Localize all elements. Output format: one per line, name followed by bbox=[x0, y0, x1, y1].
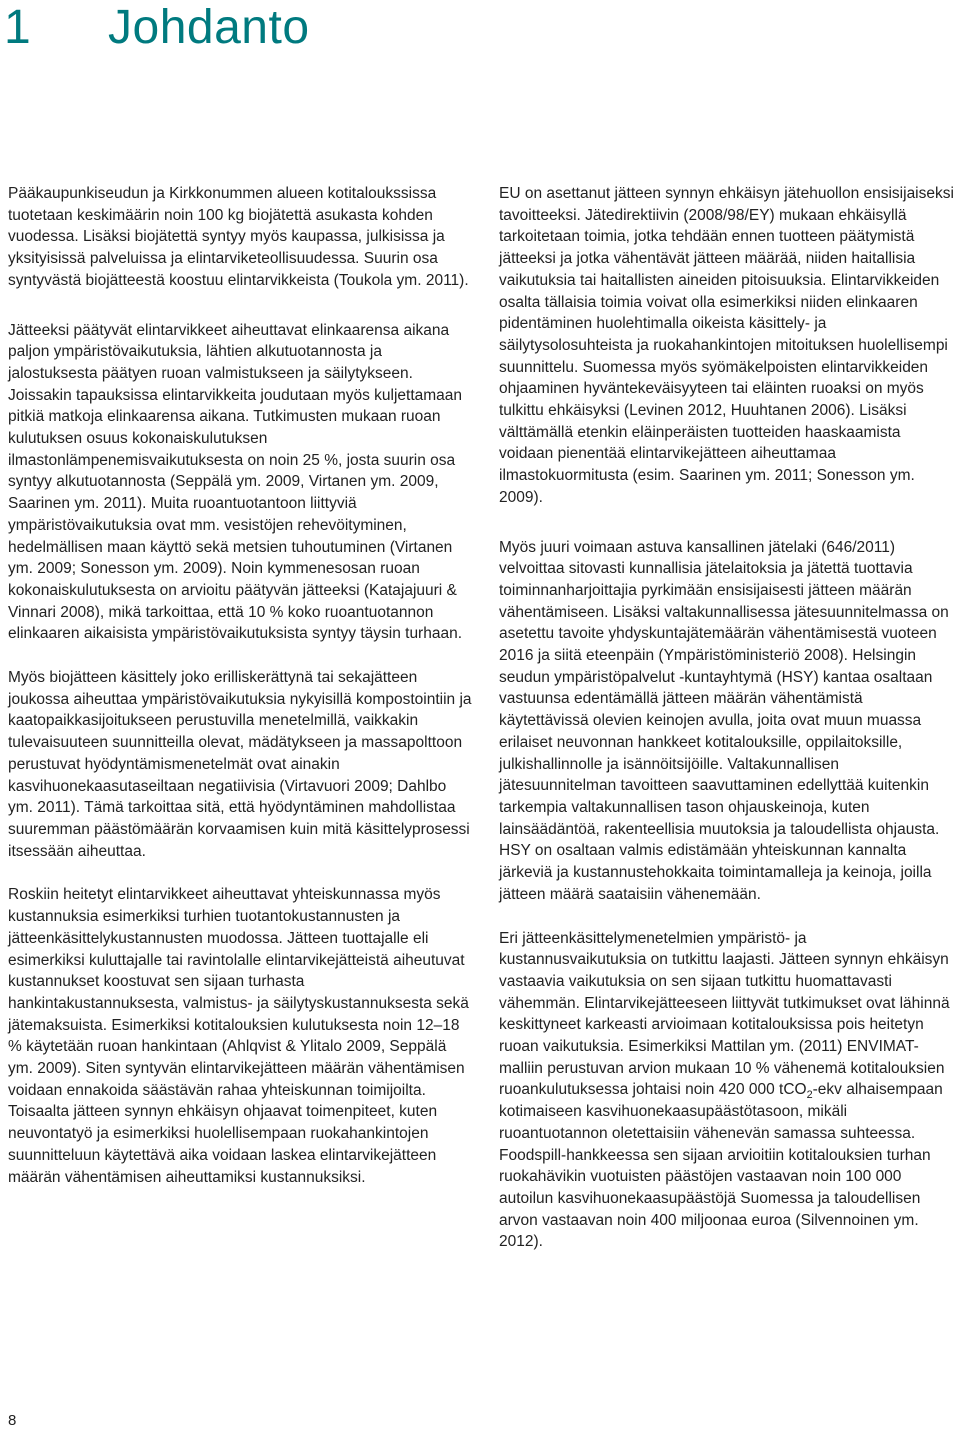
paragraph: Pääkaupunkiseudun ja Kirkkonummen alueen kotitaloukssissa tuotetaan keskimäärin noin 100 kg biojätettä asukasta kohden vuodessa. Lisäksi biojätettä syntyy myös kaupassa, julkisissa ja yksityisissä palveluissa ja elintarviketeollisuudessa. Suurin osa syntyvästä biojätteestä koostuu elintarvikkeista (Toukola ym. 2011). bbox=[8, 185, 469, 289]
paragraph: Myös juuri voimaan astuva kansallinen jätelaki (646/2011) velvoittaa sitovasti kunnallisia jätelaitoksia ja jätettä tuottavia toiminnanharjoittajia pyrkimään ensisijaisesti jätteen määrän vähentämiseen. Lisäksi valtakunnallisessa jätesuunnitelmassa on asetettu tavoite yhdyskuntajätemäärän vähentämisestä vuoteen 2016 ja siitä eteenpäin (Ympäristöministeriö 2008). Helsingin seudun ympäristöpalvelut -kuntayhtymä (HSY) kantaa osaltaan vastuunsa edentämällä jätteen määrän vähentämistä käytettävissä olevien keinojen avulla, joita ovat muun muassa erilaiset neuvonnan hankkeet kotitalouksille, oppilaitoksille, julkishallinnolle ja isännöitsijöille. Valtakunnallisen jätesuunnitelman tavoitteen saavuttaminen edellyttää kuitenkin tarkempia valtakunnallisen tason ohjauskeinoja, kuten lainsäädäntöä, rakenteellisia muutoksia ja taloudellista ohjausta. HSY on osaltaan valmis edistämään yhteiskunnan kannalta järkeviä ja kustannustehokkaita toimintamalleja ja keinoja, joilla jätteen määrä saataisiin vähenemään. bbox=[499, 538, 949, 903]
paragraph: Myös biojätteen käsittely joko erilliskerättynä tai sekajätteen joukossa aiheuttaa ympäristövaikutuksia nykyisillä kompostointiin ja kaatopaikkasijoitukseen perustuvilla menetelmillä, vaikkakin tulevaisuuteen suunnitteilla olevat, mädätykseen ja massapolttoon perustuvat hyödyntämismenetelmät ovat ainakin kasvihuonekaasutaseiltaan negatiivisia (Virtavuori 2009; Dahlbo ym. 2011). Tämä tarkoittaa sitä, että hyödyntäminen mahdollistaa suuremman päästömäärän korvaamisen kuin mitä käsittelyprosessi itsessään aiheuttaa. bbox=[8, 669, 472, 860]
right-column bbox=[499, 183, 955, 1275]
chapter-number: 1 bbox=[4, 1, 32, 54]
page-number: 8 bbox=[8, 1412, 17, 1429]
paragraph-with-subscript bbox=[499, 928, 955, 1254]
paragraph: Roskiin heitetyt elintarvikkeet aiheuttavat yhteiskunnassa myös kustannuksia esimerkiksi turhien tuotantokustannusten ja jätteenkäsittelykustannusten muodossa. Jätteen tuottajalle eli esimerkiksi kuluttajalle tai ravintolalle elintarvikejätteistä aiheutuvat kustannukset koostuvat sen sijaan turhasta hankintakustannuksesta, valmistus- ja säilytyskustannuksesta sekä jätemaksuista. Esimerkiksi kotitalouksien kulutuksesta noin 12–18 % käytetään ruoan hankintaan (Ahlqvist & Ylitalo 2009, Seppälä ym. 2009). Siten syntyvän elintarvikejätteen määrän vähentämisen voidaan ennakoida säästävän rahaa yhteiskunnan toimijoilta. Toisaalta jätteen synnyn ehkäisyn ohjaavat toimenpiteet, kuten neuvontatyö ja esimerkiksi huolellisempaan ruokahankintojen suunnitteluun käytettävä aika voidaan laskea elintarvikejätteen määrän vähentämisen aiheuttamiksi kustannuksiksi. bbox=[8, 886, 469, 1186]
paragraph-text-before: Eri jätteenkäsittelymenetelmien ympäristö- ja kustannusvaikutuksia on tutkittu laajasti. Jätteen synnyn ehkäisyn vastaavia vaikutuksia on sen sijaan tutkittu huomattavasti vähemmän. Elintarvikejätteeseen liittyvät tutkimukset ovat lähinnä keskittyneet karkeasti arvioimaan kotitalouksissa pois heitetyn ruoan vaikutuksia. Esimerkiksi Mattilan ym. (2011) ENVIMAT-malliin perustuvan arvion mukaan 10 % vähenemä kotitalouksien ruoankulutuksessa johtaisi noin 420 000 tCO bbox=[499, 929, 950, 1099]
chapter-title: Johdanto bbox=[108, 1, 310, 54]
paragraph: Jätteeksi päätyvät elintarvikkeet aiheuttavat elinkaarensa aikana paljon ympäristövaikutuksia, lähtien alkutuotannosta ja jalostuksesta päätyen ruoan valmistukseen ja säilytykseen. Joissakin tapauksissa elintarvikkeita joudutaan myös kuljettamaan pitkiä matkoja elinkaarensa aikana. Tutkimusten mukaan ruoan kulutuksen osuus kokonaiskulutuksen ilmastonlämpenemisvaikutuksesta on noin 25 %, josta suurin osa syntyy alkutuotannosta (Seppälä ym. 2009, Virtanen ym. 2009, Saarinen ym. 2011). Muita ruoantuotantoon liittyviä ympäristövaikutuksia ovat mm. vesistöjen rehevöityminen, hedelmällisen maan käyttö sekä metsien tuhoutuminen (Virtanen ym. 2009; Sonesson ym. 2009). Noin kymmenesosan ruoan kokonaiskulutuksesta on arvioitu päätyvän jätteeksi (Katajajuuri & Vinnari 2008), mikä tarkoittaa, että 10 % koko ruoantuotannon elinkaaren aikaisista ympäristövaikutuksista syntyy täysin turhaan. bbox=[8, 321, 463, 643]
left-column bbox=[8, 183, 472, 1210]
paragraph-text-after: -ekv alhaisempaan kotimaiseen kasvihuonekaasupäästötasoon, mikäli ruoantuotannon oletettaisiin vähenevän samassa suhteessa. Foodspill-hankkeessa sen sijaan arvioitiin kotitalouksien turhan ruokahävikin vuotuisten päästöjen vastaavan noin 100 000 autoilun kasvihuonekaasupäästöjä Suomessa ja taloudellisen arvon vastaavan noin 400 miljoonaa euroa (Silvennoinen ym. 2012). bbox=[499, 1081, 943, 1251]
co2-subscript: 2 bbox=[806, 1089, 813, 1102]
chapter-heading bbox=[0, 0, 310, 60]
paragraph: EU on asettanut jätteen synnyn ehkäisyn jätehuollon ensisijaiseksi tavoitteeksi. Jätedirektiivin (2008/98/EY) mukaan ehkäisyllä tarkoitetaan toimia, jotka tehdään ennen tuotteen päätymistä jätteeksi ja jotka vähentävät jätteen määrää, niiden haitallisia vaikutuksia tai haitallisten aineiden pitoisuuksia. Elintarvikkeiden osalta tällaisia toimia voivat olla esimerkiksi niiden elinkaaren pidentäminen huolehtimalla oikeista käsittely- ja säilytysolosuhteista ja ruokahankintojen mitoituksen huolellisempi suunnittelu. Suomessa myös syömäkelpoisten elintarvikkeiden ohjaaminen hyväntekeväisyyteen tai eläinten ruoaksi on myös tulkittu ehkäisyksi (Levinen 2012, Huuhtanen 2006). Lisäksi välttämällä etenkin eläinperäisten tuotteiden haaskaamista voidaan pienentää elintarvikejätteen aiheuttamaa ilmastokuormitusta (esim. Saarinen ym. 2011; Sonesson ym. 2009). bbox=[499, 185, 954, 506]
